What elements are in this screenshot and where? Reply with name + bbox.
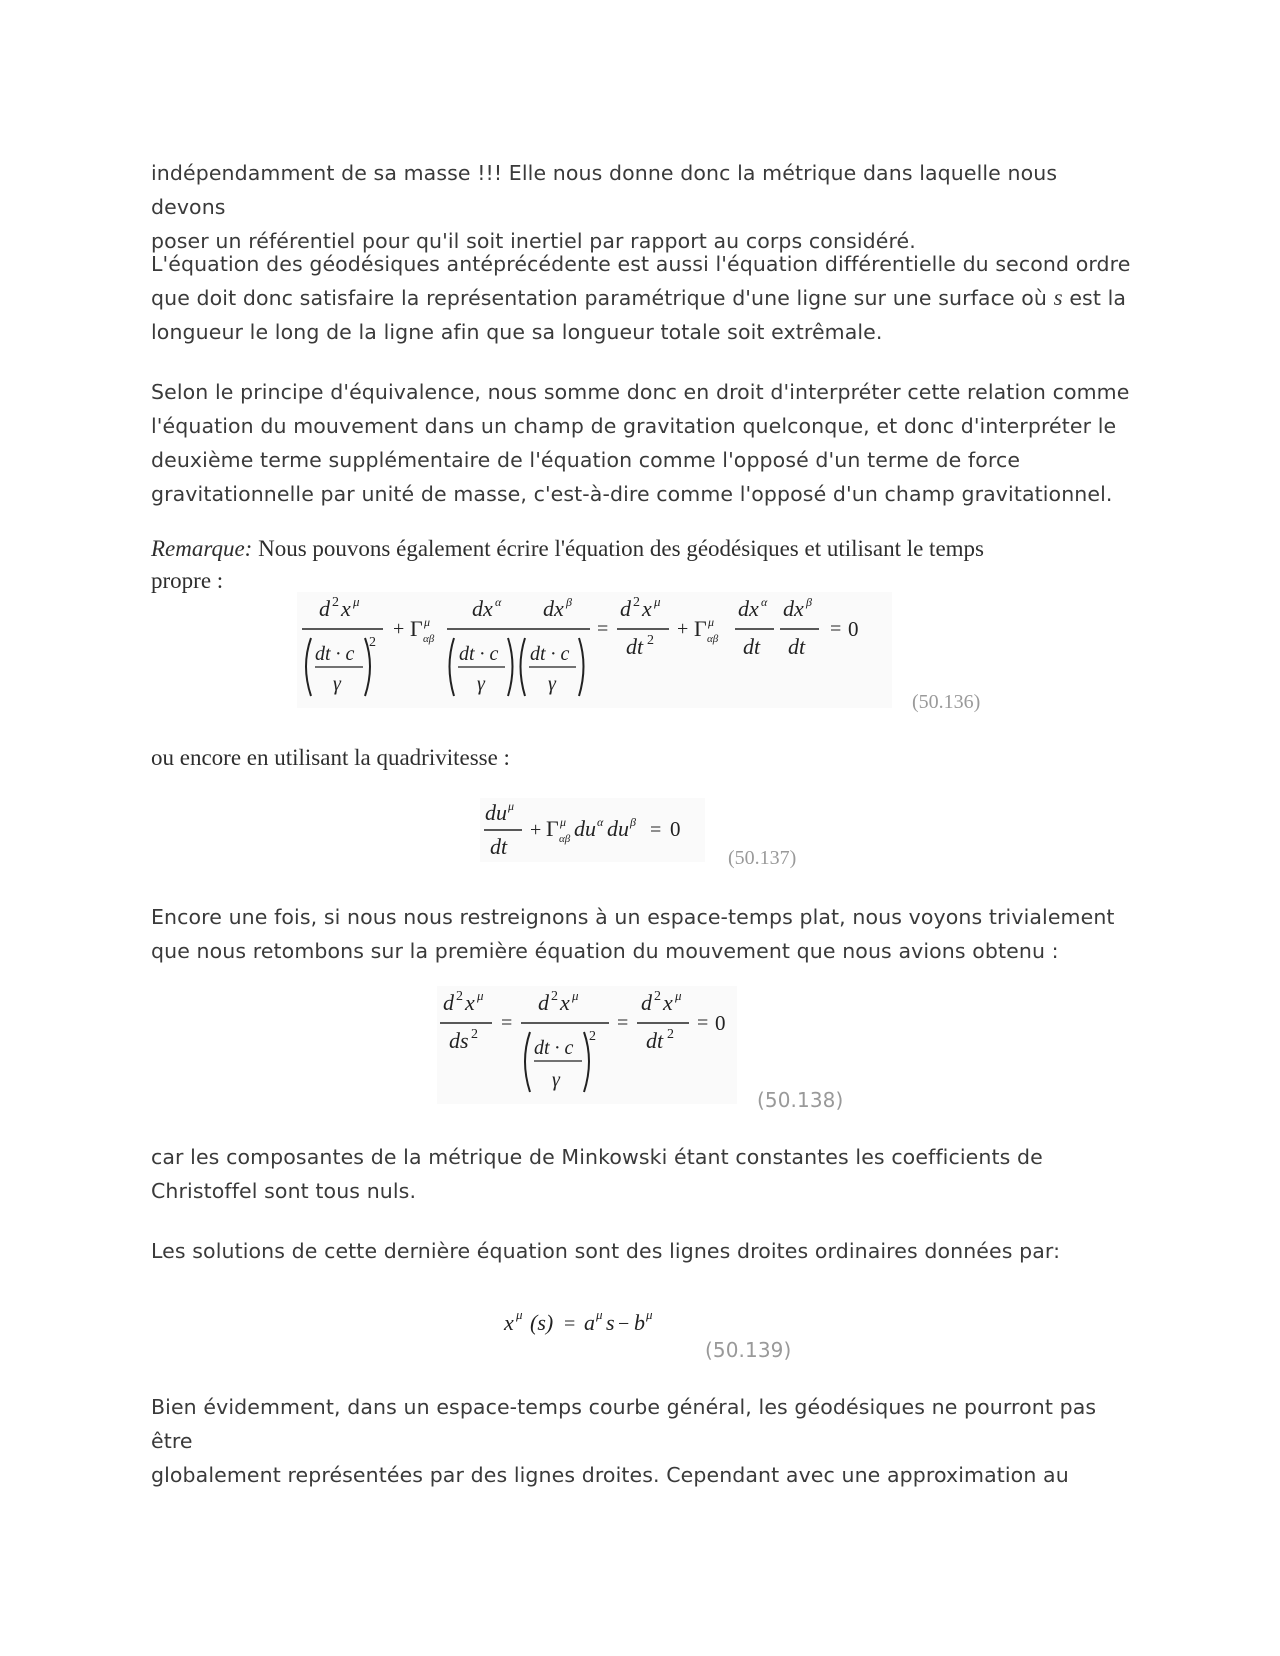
index-mu: μ (675, 988, 682, 1003)
index-mu: μ (596, 1307, 603, 1322)
symbol-gamma: γ (477, 673, 485, 695)
index-mu: μ (560, 815, 567, 829)
symbol-dx: dx (738, 596, 759, 621)
symbol-dt: dt (626, 634, 644, 659)
symbol-d: d (641, 990, 652, 1015)
index-mu: μ (572, 988, 579, 1003)
symbol-gamma: γ (333, 673, 341, 695)
equation-50-139-formula (500, 1302, 685, 1340)
equation-50-139 (500, 1302, 685, 1340)
symbol-dt-c: dt · c (459, 643, 499, 665)
index-mu: μ (508, 799, 515, 813)
equation-50-138-formula (437, 986, 737, 1104)
text-line: que doit donc satisfaire la représentation paramétrique d'une ligne sur une surface où (151, 286, 1054, 310)
text-line: Encore une fois, si nous nous restreignons à un espace-temps plat, nous voyons trivialement (151, 905, 1115, 929)
text-line: Selon le principe d'équivalence, nous somme donc en droit d'interpréter cette relation comme (151, 380, 1130, 404)
symbol-du: du (485, 800, 507, 825)
equation-number-50-138: (50.138) (757, 1088, 844, 1112)
symbol-dx: dx (472, 596, 493, 621)
symbol-d: d (538, 990, 549, 1015)
symbol-dt: dt (788, 634, 806, 659)
operator-equals: = (617, 1012, 629, 1034)
symbol-zero: 0 (715, 1011, 726, 1035)
operator-equals: = (830, 618, 842, 640)
paragraph-2 (151, 247, 1131, 349)
text-line: l'équation du mouvement dans un champ de gravitation quelconque, et donc d'interpréter le (151, 414, 1117, 438)
exponent-2: 2 (551, 989, 558, 1004)
operator-equals: = (564, 1313, 576, 1335)
symbol-b: b (634, 1310, 645, 1335)
equation-50-136-formula (297, 592, 892, 708)
index-alpha: α (495, 595, 502, 609)
paragraph-3 (151, 375, 1131, 511)
text-line: propre : (151, 568, 224, 593)
exponent-2: 2 (589, 1029, 596, 1044)
symbol-christoffel: Γ (410, 616, 423, 641)
paragraph-8 (151, 1390, 1131, 1492)
symbol-christoffel: Γ (694, 616, 707, 641)
symbol-d: d (443, 990, 454, 1015)
index-beta: β (566, 595, 572, 609)
equation-50-137 (480, 798, 705, 862)
equation-50-136 (297, 592, 892, 708)
operator-equals: = (501, 1012, 513, 1034)
exponent-2: 2 (369, 635, 376, 650)
symbol-dt: dt (646, 1028, 664, 1053)
symbol-x: x (663, 990, 673, 1015)
paragraph-4 (151, 742, 1131, 774)
exponent-2: 2 (456, 989, 463, 1004)
operator-plus: + (677, 618, 689, 640)
paragraph-5 (151, 900, 1131, 968)
operator-plus: + (530, 819, 542, 841)
symbol-zero: 0 (670, 817, 681, 841)
text-line: poser un référentiel pour qu'il soit inertiel par rapport au corps considéré. (151, 229, 916, 253)
symbol-x: x (504, 1310, 514, 1335)
symbol-zero: 0 (848, 617, 859, 641)
equation-number-50-139: (50.139) (705, 1338, 792, 1362)
text-line: globalement représentées par des lignes droites. Cependant avec une approximation au (151, 1463, 1069, 1487)
operator-plus: + (393, 618, 405, 640)
text-line: est la (1062, 286, 1127, 310)
index-alpha: α (597, 815, 604, 829)
paragraph-7 (151, 1234, 1131, 1268)
symbol-a: a (584, 1310, 595, 1335)
symbol-du: du (574, 816, 596, 841)
text-line: ou encore en utilisant la quadrivitesse : (151, 745, 510, 770)
index-mu: μ (477, 988, 484, 1003)
symbol-dt-c: dt · c (315, 643, 355, 665)
text-line: Christoffel sont tous nuls. (151, 1179, 417, 1203)
equation-number-50-137: (50.137) (728, 847, 797, 869)
symbol-dt-c: dt · c (534, 1037, 574, 1059)
text-line: que nous retombons sur la première équation du mouvement que nous avions obtenu : (151, 939, 1059, 963)
text-line: L'équation des géodésiques antéprécédente est aussi l'équation différentielle du second ordre (151, 252, 1131, 276)
symbol-ds: ds (449, 1028, 469, 1053)
symbol-s-arg: (s) (530, 1310, 554, 1335)
index-alpha-beta: αβ (707, 633, 719, 645)
index-mu: μ (424, 615, 431, 629)
index-alpha: α (761, 595, 768, 609)
operator-minus: − (618, 1313, 630, 1335)
symbol-gamma: γ (548, 673, 556, 695)
operator-equals: = (597, 618, 609, 640)
index-mu: μ (654, 594, 661, 609)
index-mu: μ (516, 1307, 523, 1322)
text-line: Bien évidemment, dans un espace-temps courbe général, les géodésiques ne pourront pas être (151, 1395, 1097, 1453)
equation-50-138 (437, 986, 737, 1104)
exponent-2: 2 (471, 1027, 478, 1042)
text-line: longueur le long de la ligne afin que sa longueur totale soit extrêmale. (151, 320, 883, 344)
equation-number-50-136: (50.136) (912, 691, 981, 713)
exponent-2: 2 (667, 1027, 674, 1042)
text-line: Les solutions de cette dernière équation sont des lignes droites ordinaires données par: (151, 1239, 1061, 1263)
index-alpha-beta: αβ (559, 833, 571, 845)
paragraph-1 (151, 156, 1131, 258)
index-beta: β (630, 815, 636, 829)
remark-label: Remarque: (151, 536, 253, 561)
symbol-d: d (319, 596, 330, 621)
variable-s: s (1053, 285, 1063, 310)
exponent-2: 2 (647, 633, 654, 648)
paragraph-6 (151, 1140, 1131, 1208)
svg-text:d (319, 596, 331, 621)
index-mu: μ (353, 594, 360, 609)
operator-equals: = (697, 1012, 709, 1034)
symbol-dt: dt (743, 634, 761, 659)
text-line: car les composantes de la métrique de Minkowski étant constantes les coefficients de (151, 1145, 1043, 1169)
symbol-du: du (607, 816, 629, 841)
remark-paragraph (151, 533, 1131, 597)
symbol-dx: dx (783, 596, 804, 621)
symbol-x: x (465, 990, 475, 1015)
symbol-x: x (341, 596, 351, 621)
text-line: gravitationnelle par unité de masse, c'est-à-dire comme l'opposé d'un champ gravitationnel. (151, 482, 1113, 506)
symbol-dt: dt (490, 834, 508, 859)
text-line: Nous pouvons également écrire l'équation des géodésiques et utilisant le temps (252, 536, 984, 561)
index-alpha-beta: αβ (423, 633, 435, 645)
symbol-d: d (620, 596, 631, 621)
symbol-s: s (606, 1310, 615, 1335)
symbol-dt-c: dt · c (530, 643, 570, 665)
text-line: deuxième terme supplémentaire de l'équation comme l'opposé d'un terme de force (151, 448, 1021, 472)
exponent-2: 2 (654, 989, 661, 1004)
index-mu: μ (646, 1307, 653, 1322)
equation-50-137-formula (480, 798, 705, 862)
text-line: indépendamment de sa masse !!! Elle nous donne donc la métrique dans laquelle nous devons (151, 161, 1058, 219)
operator-equals: = (650, 819, 662, 841)
symbol-christoffel: Γ (546, 816, 559, 841)
exponent-2: 2 (332, 595, 339, 610)
symbol-x: x (642, 596, 652, 621)
index-mu: μ (708, 615, 715, 629)
symbol-dx: dx (543, 596, 564, 621)
symbol-gamma: γ (552, 1069, 560, 1091)
symbol-x: x (560, 990, 570, 1015)
index-beta: β (806, 595, 812, 609)
exponent-2: 2 (633, 595, 640, 610)
